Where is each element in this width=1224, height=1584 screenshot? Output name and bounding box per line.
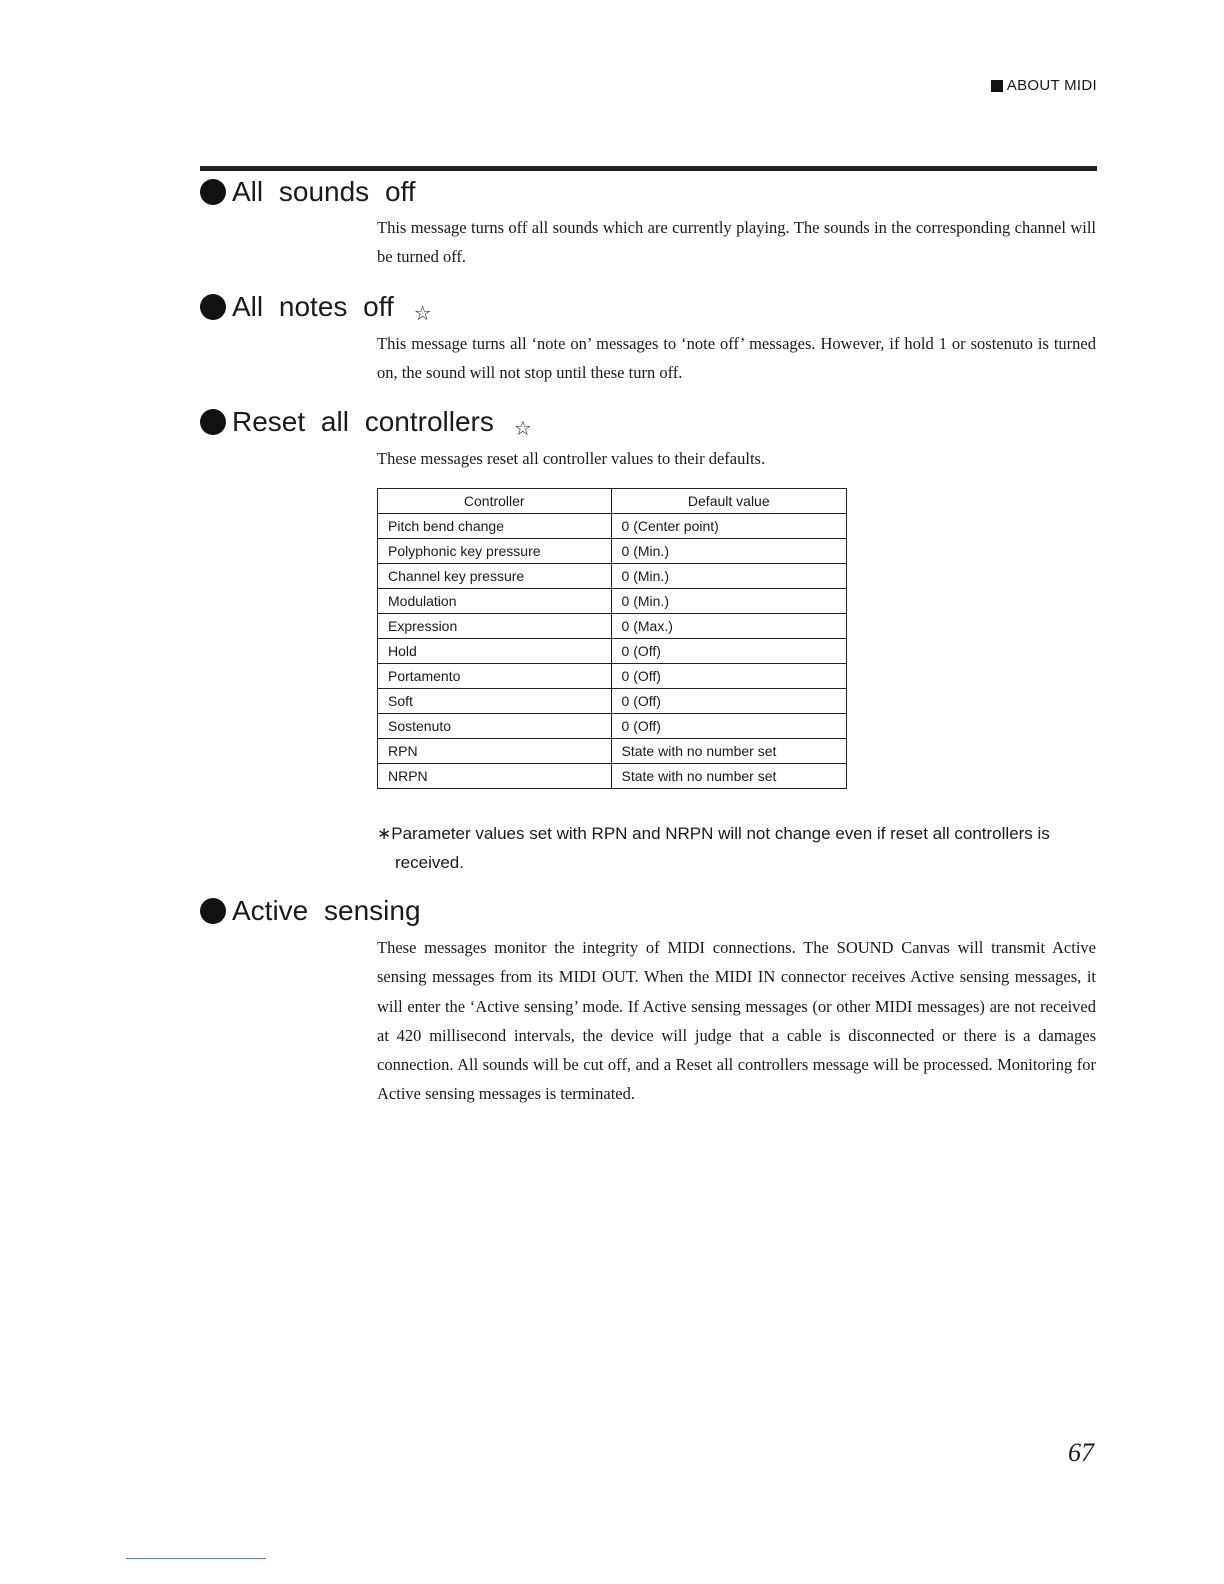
bullet-icon: [200, 179, 226, 205]
section-title: All notes off: [232, 291, 394, 322]
controller-cell: Expression: [378, 614, 612, 639]
table-row: [378, 664, 847, 689]
default-value-cell: 0 (Center point): [611, 514, 846, 539]
controller-defaults-table: [377, 488, 847, 789]
column-header-controller: Controller: [378, 489, 612, 514]
default-value-cell: 0 (Min.): [611, 539, 846, 564]
table-row: [378, 539, 847, 564]
section-heading-active-sensing: [200, 895, 421, 927]
top-divider: [200, 166, 1097, 171]
running-header-label: ABOUT MIDI: [1006, 77, 1097, 94]
table-row: [378, 514, 847, 539]
default-value-cell: State with no number set: [611, 764, 846, 789]
bullet-icon: [200, 294, 226, 320]
bullet-icon: [200, 409, 226, 435]
table-header-row: [378, 489, 847, 514]
controller-cell: Polyphonic key pressure: [378, 539, 612, 564]
section-title: Reset all controllers: [232, 406, 494, 437]
default-value-cell: 0 (Off): [611, 639, 846, 664]
default-value-cell: 0 (Min.): [611, 564, 846, 589]
default-value-cell: 0 (Off): [611, 689, 846, 714]
controller-cell: Soft: [378, 689, 612, 714]
bullet-icon: [200, 898, 226, 924]
controller-cell: Sostenuto: [378, 714, 612, 739]
table-row: [378, 639, 847, 664]
rpn-nrpn-note: ∗Parameter values set with RPN and NRPN will not change even if reset all controllers is received.: [377, 824, 1050, 872]
section-heading-all-sounds-off: [200, 176, 416, 208]
default-value-cell: 0 (Max.): [611, 614, 846, 639]
default-value-cell: 0 (Off): [611, 664, 846, 689]
section-title: Active sensing: [232, 895, 421, 926]
footer-rule: [126, 1558, 266, 1559]
controller-cell: Hold: [378, 639, 612, 664]
star-icon: ☆: [413, 301, 432, 325]
default-value-cell: State with no number set: [611, 739, 846, 764]
table-row: [378, 764, 847, 789]
running-header: [991, 77, 1097, 94]
controller-cell: RPN: [378, 739, 612, 764]
section-body-all-sounds-off: This message turns off all sounds which are currently playing. The sounds in the corresponding channel will be turned off.: [377, 218, 1096, 266]
default-value-cell: 0 (Min.): [611, 589, 846, 614]
section-heading-reset-all-controllers: [200, 406, 532, 438]
default-value-cell: 0 (Off): [611, 714, 846, 739]
controller-cell: NRPN: [378, 764, 612, 789]
controller-cell: Channel key pressure: [378, 564, 612, 589]
star-icon: ☆: [513, 416, 532, 440]
table-row: [378, 614, 847, 639]
section-heading-all-notes-off: [200, 291, 432, 323]
section-body-all-notes-off: This message turns all ‘note on’ messages to ‘note off’ messages. However, if hold 1 or sostenuto is turned on, the sound will not stop until these turn off.: [377, 334, 1096, 382]
page-number: 67: [1068, 1438, 1094, 1467]
column-header-default-value: Default value: [611, 489, 846, 514]
table-row: [378, 564, 847, 589]
table-row: [378, 689, 847, 714]
controller-cell: Portamento: [378, 664, 612, 689]
square-bullet-icon: [991, 80, 1003, 92]
section-title: All sounds off: [232, 176, 416, 207]
table-row: [378, 589, 847, 614]
controller-cell: Pitch bend change: [378, 514, 612, 539]
controller-cell: Modulation: [378, 589, 612, 614]
table-row: [378, 739, 847, 764]
section-body-active-sensing: These messages monitor the integrity of MIDI connections. The SOUND Canvas will transmit Active sensing messages from its MIDI OUT. When the MIDI IN connector receives Active sensing messages, it will enter the ‘Active sensing’ mode. If Active sensing messages (or other MIDI messages) are not received at 420 millisecond intervals, the device will judge that a cable is disconnected or there is a damages connection. All sounds will be cut off, and a Reset all controllers message will be processed. Monitoring for Active sensing messages is terminated.: [377, 938, 1096, 1104]
table-row: [378, 714, 847, 739]
section-body-reset-all-controllers: These messages reset all controller values to their defaults.: [377, 449, 766, 468]
